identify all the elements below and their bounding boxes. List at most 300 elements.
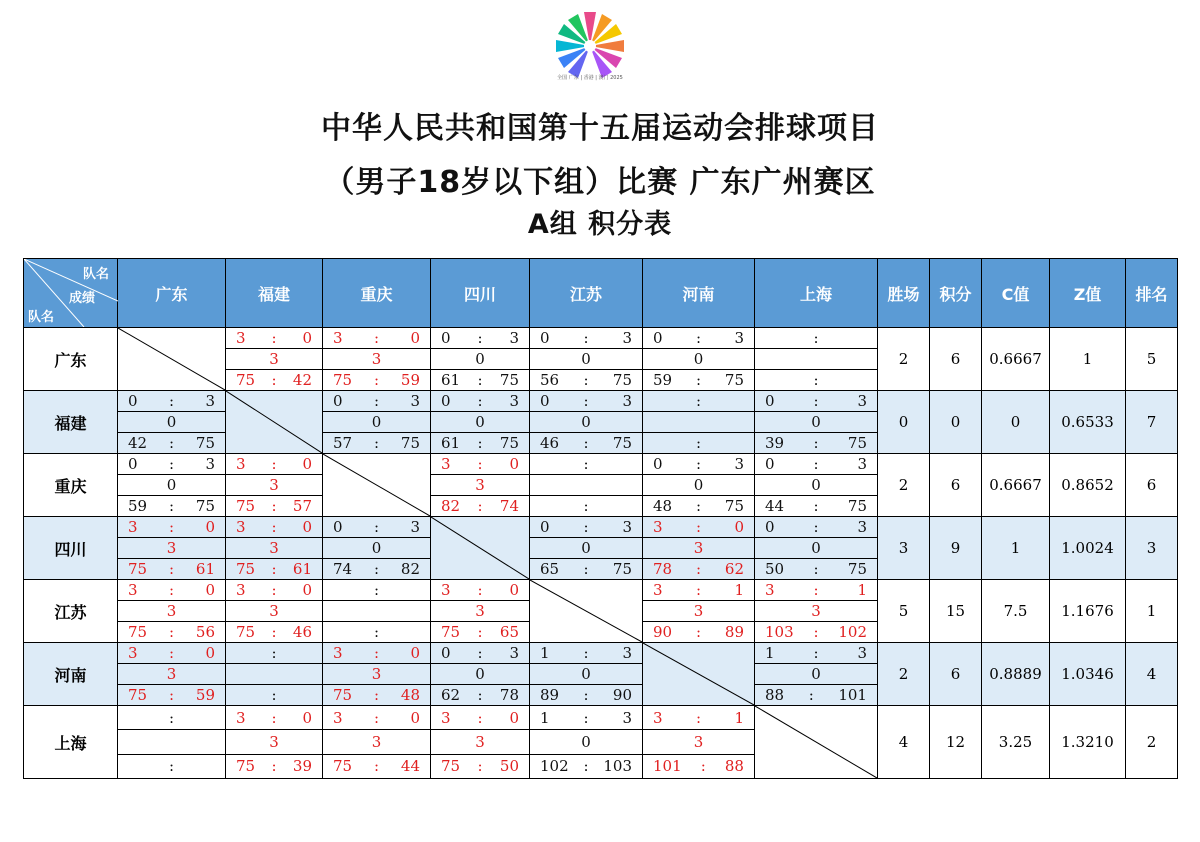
match-result-cell [530,517,643,580]
match-result-cell [643,454,755,517]
match-result-cell [530,454,643,517]
match-points: 0 [475,665,485,683]
colon-separator: : [271,497,277,515]
rally-points-away: 50 [499,757,519,776]
rally-points-home: 75 [236,757,256,776]
corner-header [24,259,118,328]
stat-cell: 1 [1126,580,1178,643]
set-score-away: 0 [205,518,215,536]
match-result-cell [431,391,530,454]
match-result-cell [755,643,878,706]
match-points: 3 [371,732,382,751]
match-points: 3 [475,476,485,494]
set-score-away: 1 [734,708,744,727]
table-row [24,517,1178,580]
colon-separator: : [271,560,277,578]
match-result-cell [118,391,226,454]
rally-points-away: 75 [499,371,519,389]
set-score-home: 0 [441,392,451,410]
stat-cell: 12 [930,706,982,779]
rally-points-home: 46 [540,434,560,452]
match-result-cell [530,643,643,706]
colon-separator: : [695,623,702,641]
colon-separator: : [477,708,483,727]
stat-cell: 1.1676 [1050,580,1126,643]
colon-separator: : [813,497,819,515]
colon-separator: : [583,644,589,662]
match-result-cell [755,454,878,517]
row-team-name: 河南 [24,643,118,706]
match-result-cell [755,517,878,580]
stat-cell: 1 [982,517,1050,580]
colon-separator: : [477,392,483,410]
rally-points-away: 75 [612,434,632,452]
row-team-name: 广东 [24,328,118,391]
set-score-home: 0 [765,455,775,473]
set-score-home: 0 [128,455,138,473]
colon-separator: : [583,497,589,515]
rally-points-home: 61 [441,434,461,452]
set-score-away: 1 [734,581,744,599]
rally-points-away: 75 [400,434,420,452]
rally-points-home: 75 [236,623,256,641]
match-points: 3 [269,539,279,557]
rally-points-home: 74 [333,560,353,578]
colon-separator: : [695,434,702,452]
match-result-cell [118,580,226,643]
title-line-3: A组 积分表 [527,209,673,240]
rally-points-away: 61 [195,560,215,578]
colon-separator: : [373,371,380,389]
match-result-cell [226,328,323,391]
set-score-home: 0 [765,392,775,410]
set-score-away: 0 [205,644,215,662]
set-score-home: 3 [653,518,663,536]
match-points: 0 [475,413,485,431]
corner-label-bottom: 队名 [28,310,55,325]
set-score-home: 3 [765,581,775,599]
colon-separator: : [583,686,589,704]
colon-separator: : [813,455,819,473]
match-result-cell [431,706,530,779]
stat-cell: 6 [930,328,982,391]
rally-points-home: 61 [441,371,461,389]
stat-cell: 1 [1050,328,1126,391]
colon-separator: : [271,581,277,599]
match-result-cell [431,643,530,706]
set-score-away: 0 [302,708,312,727]
match-points: 0 [811,539,821,557]
colon-separator: : [271,708,277,727]
colon-separator: : [168,392,175,410]
match-result-cell [226,580,323,643]
stat-cell: 6 [1126,454,1178,517]
colon-separator: : [695,581,702,599]
set-score-home: 3 [236,518,246,536]
rally-points-home: 75 [128,560,148,578]
row-team-name: 福建 [24,391,118,454]
rally-points-away: 65 [499,623,519,641]
table-row [24,706,1178,779]
column-header-team: 广东 [118,259,226,328]
rally-points-away: 75 [195,497,215,515]
set-score-home: 3 [236,455,246,473]
match-result-cell [755,391,878,454]
match-points: 0 [811,413,821,431]
set-score-away: 0 [509,455,519,473]
colon-separator: : [271,518,277,536]
rally-points-home: 39 [765,434,785,452]
rally-points-home: 57 [333,434,353,452]
colon-separator: : [168,757,175,776]
rally-points-away: 75 [612,560,632,578]
colon-separator: : [373,708,380,727]
colon-separator: : [583,455,589,473]
rally-points-away: 78 [499,686,519,704]
rally-points-home: 75 [441,623,461,641]
match-result-cell [226,454,323,517]
match-points: 3 [371,665,382,683]
column-header-team: 四川 [431,259,530,328]
rally-points-home: 44 [765,497,785,515]
rally-points-away: 42 [292,371,312,389]
colon-separator: : [373,757,380,776]
column-header-team: 上海 [755,259,878,328]
set-score-home: 1 [765,644,775,662]
set-score-home: 3 [653,708,663,727]
set-score-away: 0 [302,581,312,599]
colon-separator: : [477,644,483,662]
colon-separator: : [813,434,819,452]
rally-points-away: 89 [724,623,744,641]
set-score-home: 3 [333,644,343,662]
set-score-away: 0 [410,708,420,727]
set-score-home: 0 [333,392,343,410]
colon-separator: : [373,329,380,347]
table-row [24,643,1178,706]
set-score-away: 3 [509,644,519,662]
rally-points-home: 75 [333,686,353,704]
set-score-away: 3 [622,644,632,662]
colon-separator: : [813,392,819,410]
match-result-cell [643,706,755,779]
rally-points-away: 88 [724,757,744,776]
colon-separator: : [813,518,819,536]
set-score-home: 3 [333,329,343,347]
match-points: 0 [371,539,382,557]
match-points: 0 [581,539,591,557]
set-score-home: 1 [540,644,550,662]
rally-points-away: 75 [612,371,632,389]
table-row [24,391,1178,454]
set-score-away: 0 [509,581,519,599]
row-team-name: 江苏 [24,580,118,643]
match-result-cell [431,580,530,643]
rally-points-away: 75 [847,560,867,578]
stat-cell: 15 [930,580,982,643]
match-points: 3 [371,350,382,368]
match-result-cell [530,391,643,454]
set-score-away: 1 [857,581,867,599]
rally-points-away: 75 [724,497,744,515]
diagonal-cell [431,517,530,580]
stat-cell: 0.6667 [982,328,1050,391]
match-points: 0 [693,350,704,368]
match-points: 3 [166,602,177,620]
colon-separator: : [477,686,483,704]
diagonal-cell [755,706,878,779]
colon-separator: : [583,560,589,578]
match-result-cell [431,328,530,391]
rally-points-home: 75 [236,497,256,515]
match-result-cell [118,517,226,580]
match-result-cell [530,328,643,391]
match-result-cell [226,517,323,580]
diagonal-cell [530,580,643,643]
column-header-stat: 积分 [930,259,982,328]
colon-separator: : [695,560,702,578]
colon-separator: : [373,392,380,410]
stat-cell: 1.3210 [1050,706,1126,779]
rally-points-home: 50 [765,560,785,578]
rally-points-away: 74 [499,497,519,515]
stat-cell: 9 [930,517,982,580]
stat-cell: 0 [930,391,982,454]
colon-separator: : [168,686,175,704]
colon-separator: : [813,371,819,389]
row-team-name: 上海 [24,706,118,779]
colon-separator: : [813,560,819,578]
column-header-team: 江苏 [530,259,643,328]
colon-separator: : [695,329,702,347]
rally-points-away: 61 [292,560,312,578]
stat-cell: 4 [878,706,930,779]
match-points: 0 [693,476,704,494]
stat-cell: 0.8889 [982,643,1050,706]
table-row [24,580,1178,643]
colon-separator: : [168,497,175,515]
diagonal-line [323,454,430,516]
rally-points-away: 46 [292,623,312,641]
rally-points-home: 89 [540,686,560,704]
match-points: 3 [269,602,279,620]
match-result-cell [643,517,755,580]
colon-separator: : [695,518,702,536]
corner-label-mid: 成绩 [68,291,95,306]
stat-cell: 4 [1126,643,1178,706]
stat-cell: 0 [982,391,1050,454]
set-score-home: 3 [128,518,138,536]
colon-separator: : [583,329,589,347]
rally-points-away: 56 [195,623,215,641]
colon-separator: : [168,455,175,473]
set-score-home: 0 [128,392,138,410]
colon-separator: : [168,708,175,727]
stat-cell: 6 [930,454,982,517]
diagonal-cell [643,643,755,706]
rally-points-away: 57 [292,497,312,515]
set-score-away: 3 [622,329,632,347]
rally-points-home: 88 [765,686,785,704]
row-team-name: 四川 [24,517,118,580]
colon-separator: : [271,644,277,662]
diagonal-cell [118,328,226,391]
colon-separator: : [813,581,819,599]
colon-separator: : [373,560,380,578]
colon-separator: : [583,371,589,389]
match-result-cell [530,706,643,779]
match-points: 3 [269,476,279,494]
match-points: 3 [693,732,704,751]
diagonal-line [643,643,754,705]
colon-separator: : [271,757,277,776]
colon-separator: : [373,581,380,599]
rally-points-home: 75 [236,560,256,578]
match-points: 3 [811,602,821,620]
colon-separator: : [168,581,175,599]
colon-separator: : [168,644,175,662]
diagonal-line [530,580,642,642]
set-score-away: 3 [509,329,519,347]
colon-separator: : [168,518,175,536]
colon-separator: : [583,518,589,536]
set-score-away: 3 [857,518,867,536]
match-result-cell [323,706,431,779]
set-score-home: 3 [236,329,246,347]
set-score-home: 3 [236,708,246,727]
stat-cell: 1.0024 [1050,517,1126,580]
match-result-cell [431,454,530,517]
match-points: 3 [166,665,177,683]
match-points: 3 [693,602,704,620]
stat-cell: 5 [878,580,930,643]
match-result-cell [323,517,431,580]
match-result-cell [643,580,755,643]
rally-points-home: 56 [540,371,560,389]
set-score-away: 3 [205,392,215,410]
colon-separator: : [477,329,483,347]
match-result-cell [755,580,878,643]
colon-separator: : [373,434,380,452]
table-row [24,454,1178,517]
match-points: 3 [269,732,279,751]
set-score-home: 1 [540,708,550,727]
rally-points-away: 75 [195,434,215,452]
match-result-cell [323,580,431,643]
table-row [24,328,1178,391]
colon-separator: : [477,497,483,515]
colon-separator: : [168,623,175,641]
match-result-cell [226,643,323,706]
colon-separator: : [583,392,589,410]
rally-points-away: 75 [847,434,867,452]
set-score-home: 3 [128,581,138,599]
match-result-cell [323,643,431,706]
column-header-stat: C值 [982,259,1050,328]
set-score-away: 3 [622,708,632,727]
stat-cell: 3 [1126,517,1178,580]
stat-cell: 7.5 [982,580,1050,643]
column-header-team: 重庆 [323,259,431,328]
logo-caption: 全国 广东 | 香港 | 澳门 2025 [557,75,623,81]
stat-cell: 2 [878,454,930,517]
column-header-team: 河南 [643,259,755,328]
stat-cell: 7 [1126,391,1178,454]
set-score-away: 3 [622,518,632,536]
rally-points-home: 65 [540,560,560,578]
rally-points-home: 75 [236,371,256,389]
standings-table [23,258,1178,779]
set-score-home: 3 [441,708,451,727]
set-score-away: 3 [410,392,420,410]
set-score-away: 3 [734,455,744,473]
match-points: 0 [166,476,177,494]
stat-cell: 0.6667 [982,454,1050,517]
stat-cell: 3 [878,517,930,580]
match-result-cell [323,391,431,454]
colon-separator: : [477,434,483,452]
colon-separator: : [477,581,483,599]
colon-separator: : [477,455,483,473]
stat-cell: 1.0346 [1050,643,1126,706]
set-score-away: 0 [410,644,420,662]
stat-cell: 2 [878,643,930,706]
match-points: 0 [581,413,591,431]
match-points: 3 [166,539,177,557]
set-score-home: 0 [540,392,550,410]
stat-cell: 5 [1126,328,1178,391]
set-score-away: 0 [302,329,312,347]
colon-separator: : [271,455,277,473]
rally-points-away: 44 [400,757,420,776]
rally-points-away: 39 [292,757,312,776]
set-score-away: 0 [509,708,519,727]
column-header-stat: 排名 [1126,259,1178,328]
colon-separator: : [373,623,380,641]
rally-points-away: 103 [603,757,632,776]
match-result-cell [643,328,755,391]
rally-points-home: 101 [653,757,682,776]
colon-separator: : [271,623,277,641]
colon-separator: : [695,392,702,410]
diagonal-line [118,328,225,390]
rally-points-away: 101 [838,686,867,704]
set-score-home: 3 [128,644,138,662]
rally-points-home: 75 [333,371,353,389]
rally-points-away: 75 [847,497,867,515]
stat-cell: 0.8652 [1050,454,1126,517]
set-score-home: 0 [441,644,451,662]
match-points: 0 [811,476,821,494]
colon-separator: : [373,518,380,536]
match-result-cell [643,391,755,454]
match-points: 0 [166,413,177,431]
rally-points-home: 75 [441,757,461,776]
rally-points-away: 75 [499,434,519,452]
diagonal-cell [323,454,431,517]
match-result-cell [226,706,323,779]
colon-separator: : [271,329,277,347]
diagonal-line [431,517,529,579]
rally-points-away: 82 [400,560,420,578]
corner-label-top: 队名 [82,267,109,282]
match-points: 0 [581,350,591,368]
rally-points-home: 59 [653,371,673,389]
set-score-away: 0 [302,455,312,473]
column-header-stat: 胜场 [878,259,930,328]
match-points: 3 [693,539,704,557]
rally-points-away: 75 [724,371,744,389]
